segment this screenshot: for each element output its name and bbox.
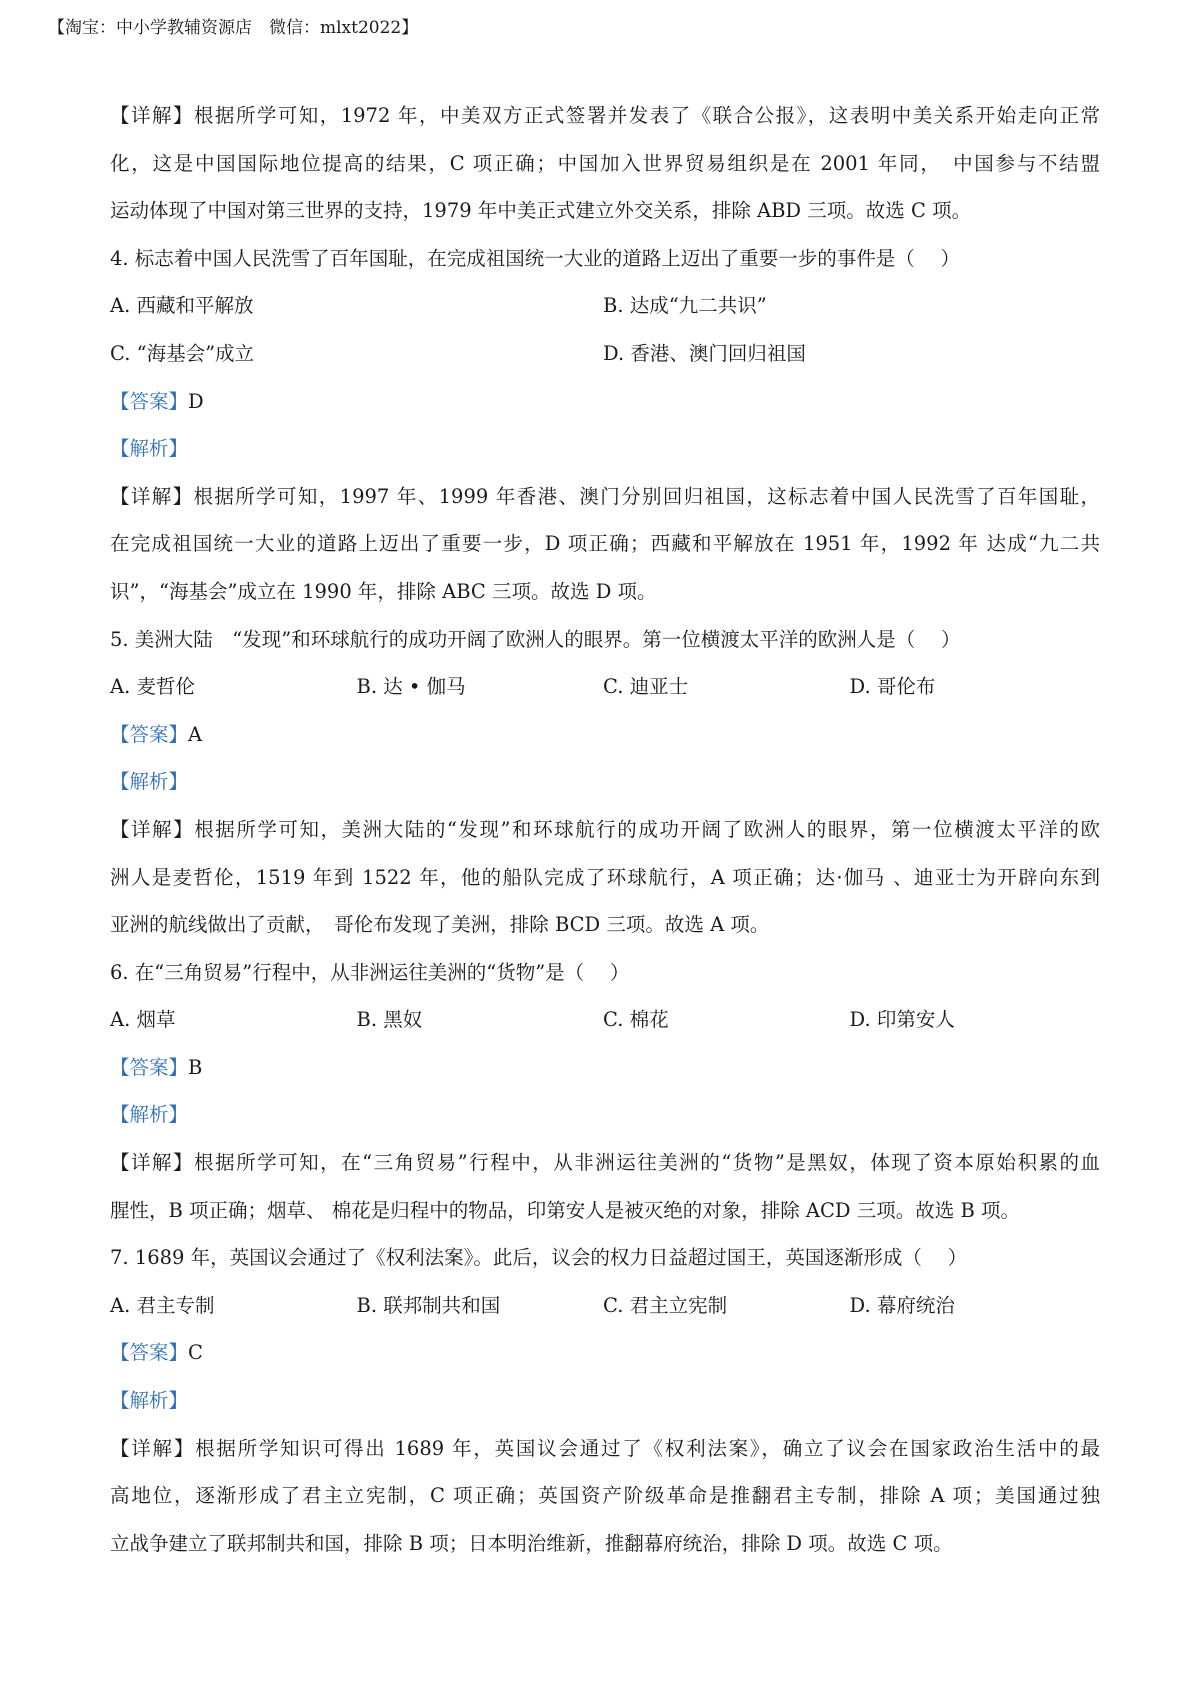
q7-option-c: C. 君主立宪制 bbox=[603, 1293, 728, 1317]
q6-stem: 6. 在“三角贸易”行程中，从非洲运往美洲的“货物”是（ ） bbox=[110, 960, 630, 984]
q5-detail-line-3: 亚洲的航线做出了贡献， 哥伦布发现了美洲，排除 BCD 三项。故选 A 项。 bbox=[110, 913, 770, 937]
q6-analysis bbox=[110, 1091, 1100, 1139]
q3-detail-line-1: 【详解】根据所学可知，1972 年，中美双方正式签署并发表了《联合公报》，这表明中美关系开始走向正常 bbox=[110, 104, 1100, 127]
q5-option-c: C. 迪亚士 bbox=[603, 675, 689, 699]
q6-option-a: A. 烟草 bbox=[110, 1008, 176, 1032]
q4-option-a: A. 西藏和平解放 bbox=[110, 294, 254, 318]
answer-tag: 【答案】 bbox=[110, 1055, 189, 1079]
analysis-tag: 【解析】 bbox=[110, 1103, 189, 1127]
q6-detail-line-2: 腥性，B 项正确；烟草、 棉花是归程中的物品，印第安人是被灭绝的对象，排除 ACD 三项。故选 B 项。 bbox=[110, 1198, 1020, 1222]
q6-answer bbox=[110, 1044, 1100, 1092]
q4-detail-line-3: 识”，“海基会”成立在 1990 年，排除 ABC 三项。故选 D 项。 bbox=[110, 579, 657, 603]
q4-stem: 4. 标志着中国人民洗雪了百年国耻，在完成祖国统一大业的道路上迈出了重要一步的事件是（ ） bbox=[110, 246, 961, 270]
q7-options-row bbox=[110, 1282, 1100, 1330]
answer-tag: 【答案】 bbox=[110, 389, 189, 413]
q4-option-d: D. 香港、澳门回归祖国 bbox=[603, 341, 806, 365]
q5-option-d: D. 哥伦布 bbox=[849, 675, 936, 699]
q5-detail-line-2: 洲人是麦哲伦，1519 年到 1522 年，他的船队完成了环球航行，A 项正确；达·伽马 、迪亚士为开辟向东到 bbox=[110, 865, 1100, 889]
page-header-watermark: 【淘宝：中小学教辅资源店 微信：mlxt2022】 bbox=[48, 18, 419, 38]
q4-option-b: B. 达成“九二共识” bbox=[603, 294, 767, 318]
q5-stem: 5. 美洲大陆 “发现”和环球航行的成功开阔了欧洲人的眼界。第一位横渡太平洋的欧洲人是（ ） bbox=[110, 627, 961, 651]
analysis-tag: 【解析】 bbox=[110, 437, 189, 461]
q5-option-a: A. 麦哲伦 bbox=[110, 675, 195, 699]
analysis-tag: 【解析】 bbox=[110, 770, 189, 794]
q6-detail-line-1: 【详解】根据所学可知，在“三角贸易”行程中，从非洲运往美洲的“货物”是黑奴，体现了资本原始积累的血 bbox=[110, 1151, 1100, 1175]
q7-option-b: B. 联邦制共和国 bbox=[356, 1293, 501, 1317]
q7-detail-line-3: 立战争建立了联邦制共和国，排除 B 项；日本明治维新，推翻幕府统治，排除 D 项。故选 C 项。 bbox=[110, 1531, 953, 1555]
analysis-tag: 【解析】 bbox=[110, 1389, 189, 1413]
q7-analysis bbox=[110, 1377, 1100, 1425]
q5-option-b: B. 达 • 伽马 bbox=[356, 675, 466, 699]
q6-option-b: B. 黑奴 bbox=[356, 1008, 423, 1032]
q7-stem: 7. 1689 年，英国议会通过了《权利法案》。此后，议会的权力日益超过国王，英国逐渐形成（ ） bbox=[110, 1246, 968, 1270]
q6-options-row bbox=[110, 996, 1100, 1044]
q7-detail-line-2: 高地位，逐渐形成了君主立宪制，C 项正确；英国资产阶级革命是推翻君主专制，排除 A 项；美国通过独 bbox=[110, 1484, 1100, 1508]
q3-detail-line-3: 运动体现了中国对第三世界的支持，1979 年中美正式建立外交关系，排除 ABD 三项。故选 C 项。 bbox=[110, 199, 972, 223]
q5-answer-value: A bbox=[188, 722, 203, 746]
q6-option-c: C. 棉花 bbox=[603, 1008, 669, 1032]
q4-options-row-2 bbox=[110, 330, 1100, 378]
q4-answer-value: D bbox=[188, 389, 204, 413]
q6-answer-value: B bbox=[188, 1055, 203, 1079]
q7-option-a: A. 君主专制 bbox=[110, 1293, 215, 1317]
q7-answer bbox=[110, 1329, 1100, 1377]
q4-detail-line-1: 【详解】根据所学可知，1997 年、1999 年香港、澳门分别回归祖国，这标志着中国人民洗雪了百年国耻， bbox=[110, 484, 1100, 508]
q4-option-c: C. “海基会”成立 bbox=[110, 341, 255, 365]
q7-detail-line-1: 【详解】根据所学知识可得出 1689 年，英国议会通过了《权利法案》，确立了议会在国家政治生活中的最 bbox=[110, 1436, 1100, 1460]
document-body bbox=[110, 92, 1100, 1567]
q7-answer-value: C bbox=[188, 1341, 203, 1365]
q4-detail-line-2: 在完成祖国统一大业的道路上迈出了重要一步，D 项正确；西藏和平解放在 1951 年，1992 年 达成“九二共 bbox=[110, 532, 1100, 556]
q5-detail-line-1: 【详解】根据所学可知，美洲大陆的“发现”和环球航行的成功开阔了欧洲人的眼界，第一位横渡太平洋的欧 bbox=[110, 817, 1100, 841]
answer-tag: 【答案】 bbox=[110, 722, 189, 746]
q5-options-row bbox=[110, 663, 1100, 711]
q5-analysis bbox=[110, 758, 1100, 806]
q5-answer bbox=[110, 711, 1100, 759]
q4-options-row-1 bbox=[110, 282, 1100, 330]
q3-detail-line-2: 化，这是中国国际地位提高的结果，C 项正确；中国加入世界贸易组织是在 2001 年同， 中国参与不结盟 bbox=[110, 151, 1100, 175]
q4-analysis bbox=[110, 425, 1100, 473]
answer-tag: 【答案】 bbox=[110, 1341, 189, 1365]
q7-option-d: D. 幕府统治 bbox=[849, 1293, 955, 1317]
q4-answer bbox=[110, 378, 1100, 426]
q6-option-d: D. 印第安人 bbox=[849, 1008, 955, 1032]
